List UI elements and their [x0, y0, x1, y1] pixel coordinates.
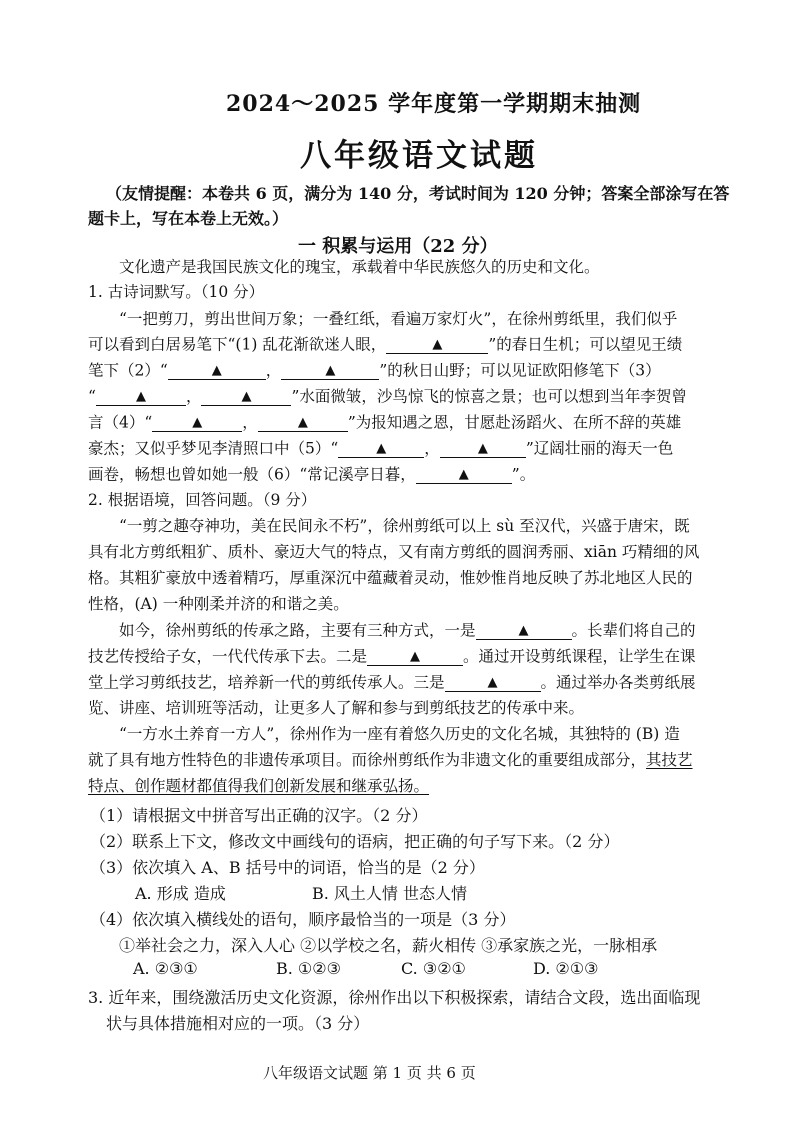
q2-p1-line-3: 格。其粗犷豪放中透着精巧，厚重深沉中蕴藏着灵动，惟妙惟肖地反映了苏北地区人民的	[88, 569, 693, 587]
blank-marker-icon: ▲	[325, 363, 336, 378]
answer-blank	[338, 439, 424, 458]
q2-p3-line-1: “一方水土养育一方人”，徐州作为一座有着悠久历史的文化名城，其独特的 (B) 造	[119, 725, 680, 743]
q2-sub-4: （4）依次填入横线处的语句，顺序最恰当的一项是（3 分）	[90, 910, 516, 929]
section-intro: 文化遗产是我国民族文化的瑰宝，承载着中华民族悠久的历史和文化。	[119, 258, 600, 276]
answer-blank	[152, 413, 242, 432]
section-title: 一 积累与运用（22 分）	[298, 236, 498, 257]
q1-heading: 1. 古诗词默写。（10 分）	[88, 283, 265, 301]
q2-p1-line-2: 具有北方剪纸粗犷、质朴、豪迈大气的特点，又有南方剪纸的圆润秀丽、xiān 巧精细的风	[88, 543, 700, 561]
q2-sub-4-items: ①举社会之力，深入人心 ②以学校之名，薪火相传 ③承家族之光，一脉相承	[119, 936, 658, 955]
exam-title: 2024～2025 学年度第一学期期末抽测	[226, 91, 642, 117]
blank-marker-icon: ▲	[487, 675, 498, 690]
q2-p2-line-3: 堂上学习剪纸技艺，培养新一代的剪纸传承人。三是 ▲ 。通过举办各类剪纸展	[88, 673, 696, 692]
underlined-sentence-cont: 特点、创作题材都值得我们创新发展和继承弘扬。	[88, 777, 430, 795]
page-footer: 八年级语文试题 第 1 页 共 6 页	[263, 1064, 476, 1082]
underlined-sentence: 其技艺	[646, 751, 693, 769]
q1-line-4: “ ▲ ， ▲ ”水面微皱，沙鸟惊飞的惊喜之景；也可以想到当年李贺曾	[88, 387, 687, 406]
blank-marker-icon: ▲	[376, 441, 387, 456]
answer-blank	[96, 387, 186, 406]
q1-line-1: “一把剪刀，剪出世间万象；一叠红纸，看遍万家灯火”，在徐州剪纸里，我们似乎	[119, 310, 678, 328]
q1-line-5: 言（4）“ ▲ ， ▲ ”为报知遇之恩，甘愿赴汤蹈火、在所不辞的英雄	[88, 413, 682, 432]
notice-line-2: 题卡上，写在本卷上无效。）	[88, 209, 289, 228]
q2-sub-4-option-a: A. ②③①	[133, 959, 198, 978]
blank-marker-icon: ▲	[297, 415, 308, 430]
q2-sub-4-option-c: C. ③②①	[401, 959, 466, 978]
blank-marker-icon: ▲	[518, 623, 529, 638]
q2-heading: 2. 根据语境，回答问题。（9 分）	[88, 491, 317, 509]
answer-blank	[476, 621, 572, 640]
blank-marker-icon: ▲	[135, 389, 146, 404]
blank-marker-icon: ▲	[410, 649, 421, 664]
q2-sub-3: （3）依次填入 A、B 括号中的词语，恰当的是（2 分）	[90, 858, 485, 877]
q1-line-6: 豪杰；又似乎梦见李清照口中（5）“ ▲ ， ▲ ”辽阔壮丽的海天一色	[88, 439, 674, 458]
answer-blank	[168, 361, 266, 380]
blank-marker-icon: ▲	[211, 363, 222, 378]
q2-p3-line-2: 就了具有地方性特色的非遗传承项目。而徐州剪纸作为非遗文化的重要组成部分，其技艺	[88, 751, 693, 769]
exam-subtitle: 八年级语文试题	[300, 138, 538, 174]
blank-marker-icon: ▲	[458, 467, 469, 482]
q3-line-2: 状与具体措施相对应的一项。（3 分）	[106, 1014, 370, 1033]
q2-sub-3-option-a: A. 形成 造成	[135, 884, 226, 903]
q2-sub-2: （2）联系上下文，修改文中画线句的语病，把正确的句子写下来。（2 分）	[90, 832, 620, 851]
q1-line-7: 画卷，畅想也曾如她一般（6）“常记溪亭日暮， ▲ ”。	[88, 465, 536, 484]
q2-sub-4-option-d: D. ②①③	[533, 959, 599, 978]
q2-p2-line-4: 览、讲座、培训班等活动，让更多人了解和参与到剪纸技艺的传承中来。	[88, 699, 585, 717]
blank-marker-icon: ▲	[432, 337, 443, 352]
q2-p2-line-2: 技艺传授给子女，一代代传承下去。二是 ▲ 。通过开设剪纸课程，让学生在课	[88, 647, 696, 666]
answer-blank	[445, 673, 541, 692]
q2-sub-4-option-b: B. ①②③	[276, 959, 341, 978]
q2-p1-line-4: 性格，(A) 一种刚柔并济的和谐之美。	[88, 595, 349, 613]
notice-line-1: （友情提醒：本卷共 6 页，满分为 140 分，考试时间为 120 分钟；答案全部涂写在答	[106, 184, 730, 203]
answer-blank	[201, 387, 291, 406]
q2-sub-1: （1）请根据文中拼音写出正确的汉字。（2 分）	[90, 806, 428, 825]
blank-marker-icon: ▲	[477, 441, 488, 456]
answer-blank	[440, 439, 526, 458]
blank-marker-icon: ▲	[241, 389, 252, 404]
q2-sub-3-option-b: B. 风土人情 世态人情	[312, 884, 468, 903]
q3-line-1: 3. 近年来，围绕激活历史文化资源，徐州作出以下积极探索，请结合文段，选出面临现	[88, 988, 701, 1007]
q2-p2-line-1: 如今，徐州剪纸的传承之路，主要有三种方式，一是 ▲ 。长辈们将自己的	[119, 621, 696, 640]
q1-line-3: 笔下（2）“ ▲ ， ▲ ”的秋日山野；可以见证欧阳修笔下（3）	[88, 361, 661, 380]
answer-blank	[367, 647, 463, 666]
blank-marker-icon: ▲	[192, 415, 203, 430]
answer-blank	[416, 465, 512, 484]
answer-blank	[281, 361, 379, 380]
q1-line-2: 可以看到白居易笔下“(1) 乱花渐欲迷人眼， ▲ ”的春日生机；可以望见王绩	[88, 335, 683, 354]
answer-blank	[258, 413, 348, 432]
q2-p1-line-1: “一剪之趣夺神功，美在民间永不朽”，徐州剪纸可以上 sù 至汉代，兴盛于唐宋，既	[119, 517, 690, 535]
answer-blank	[386, 335, 488, 354]
